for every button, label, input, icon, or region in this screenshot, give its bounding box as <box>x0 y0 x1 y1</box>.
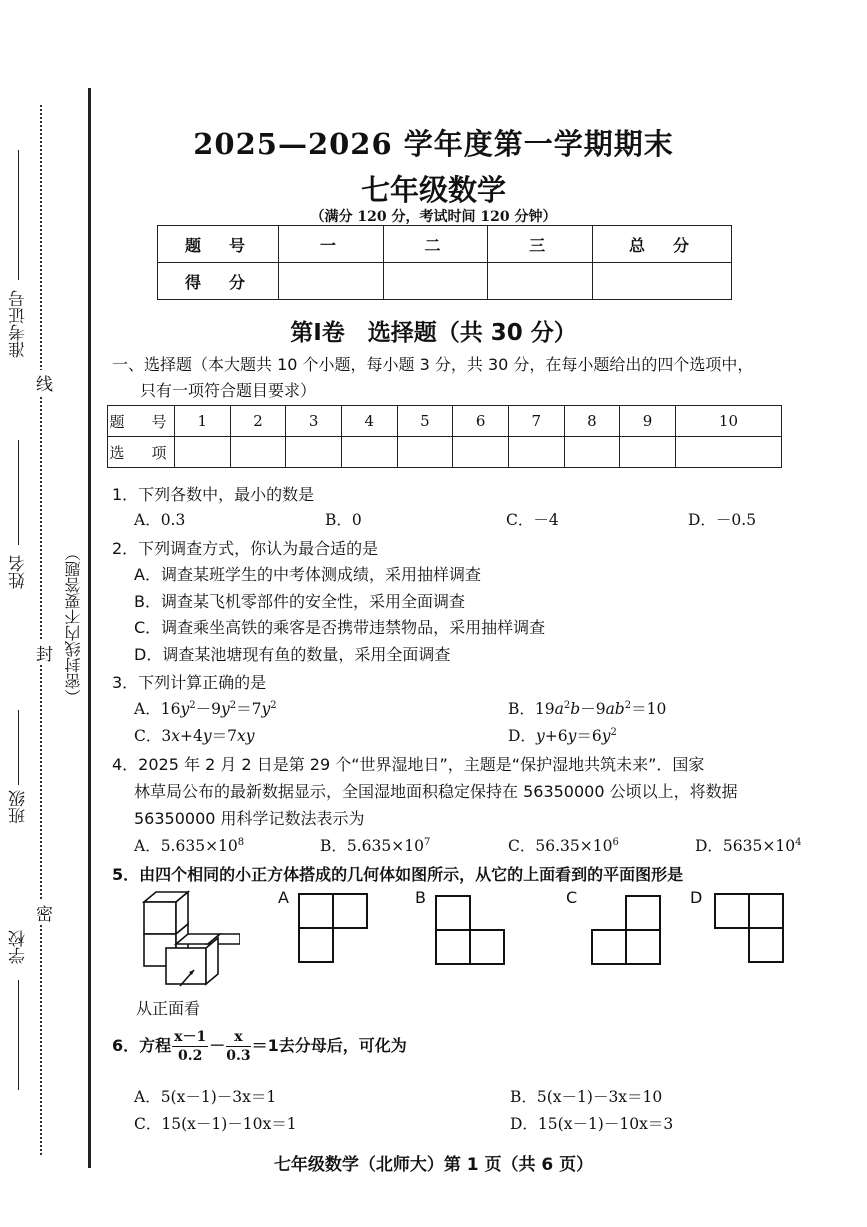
school-blank[interactable] <box>18 980 19 1090</box>
answer-number-cell: 5 <box>397 406 453 437</box>
q1-stem: 1．下列各数中，最小的数是 <box>112 485 315 504</box>
q4-line1: 4．2025 年 2 月 2 日是第 29 个“世界湿地日”，主题是“保护湿地共筑未来”．国家 <box>112 755 705 774</box>
seal-notice: （密封线内不要答题） <box>64 545 83 705</box>
answer-number-cell: 7 <box>508 406 564 437</box>
answer-number-cell: 8 <box>564 406 620 437</box>
answer-choice-cell[interactable] <box>341 437 397 468</box>
q6-option-a: A．5(x－1)－3x＝1 <box>134 1088 277 1106</box>
q4-option-a: A．$5.635\times 10^8$ <box>134 836 245 855</box>
q5-option-b-label: B <box>415 888 426 907</box>
instruction-line1: 一、选择题（本大题共 10 个小题，每小题 3 分，共 30 分，在每小题给出的四个选项中， <box>112 355 754 374</box>
score-row-label: 得 分 <box>158 263 279 300</box>
q6-option-c: C．15(x－1)－10x＝1 <box>134 1115 297 1133</box>
answer-number-cell: 9 <box>620 406 676 437</box>
q5-option-a-label: A <box>278 888 289 907</box>
q4-line3: 56350000 用科学记数法表示为 <box>134 809 365 828</box>
margin-rule <box>88 88 91 1168</box>
class-blank[interactable] <box>18 710 19 785</box>
instruction-line2: 只有一项符合题目要求） <box>140 381 317 400</box>
q3-option-a: A．$16y^2-9y^2=7y^2$ <box>134 699 277 718</box>
name-blank[interactable] <box>18 440 19 545</box>
q2-option-c: C．调查乘坐高铁的乘客是否携带违禁物品，采用抽样调查 <box>134 618 546 637</box>
school-label: 学校 <box>9 930 29 964</box>
score-header-cell: 三 <box>488 226 593 263</box>
exam-title: 2025—2026 学年度第一学期期末 <box>193 127 674 161</box>
admission-number-label: 准考证号 <box>9 290 29 358</box>
subject-title: 七年级数学 <box>360 173 506 207</box>
q6-fraction-1: $\frac{x-1}{0.2}$ <box>174 1029 207 1064</box>
answer-number-cell: 2 <box>230 406 286 437</box>
answer-choice-cell[interactable] <box>286 437 342 468</box>
q5-option-c-label: C <box>566 888 578 907</box>
answer-number-cell: 3 <box>286 406 342 437</box>
q1-option-b: B．0 <box>325 511 362 529</box>
answer-number-cell: 6 <box>453 406 509 437</box>
score-header-cell: 题 号 <box>158 226 279 263</box>
name-label: 姓名 <box>9 555 29 589</box>
q2-option-d: D．调查某池塘现有鱼的数量，采用全面调查 <box>134 645 451 664</box>
seal-line-char: 线 <box>36 370 53 395</box>
cube-solid-figure <box>130 890 240 990</box>
q4-option-b: B．$5.635\times 10^7$ <box>320 836 431 855</box>
score-header-cell: 一 <box>279 226 384 263</box>
answer-number-cell: 10 <box>675 406 781 437</box>
score-table <box>157 225 732 300</box>
seal-mi-char: 密 <box>36 900 53 925</box>
answer-choice-cell[interactable] <box>564 437 620 468</box>
answer-choice-cell[interactable] <box>397 437 453 468</box>
answer-choice-cell[interactable] <box>453 437 509 468</box>
answer-choice-cell[interactable] <box>175 437 231 468</box>
q4-option-c: C．$56.35\times 10^6$ <box>508 836 619 855</box>
seal-feng-char: 封 <box>36 640 53 665</box>
q6-stem: 6．方程 $\frac{x-1}{0.2}$ － $\frac{x}{0.3}$ ＝1去分母后，可化为 <box>112 1029 407 1064</box>
q2-option-b: B．调查某飞机零部件的安全性，采用全面调查 <box>134 592 465 611</box>
answer-row-label: 题 号 <box>108 406 175 437</box>
q6-option-d: D．15(x－1)－10x＝3 <box>510 1115 674 1133</box>
score-cell[interactable] <box>593 263 732 300</box>
answer-number-cell: 4 <box>341 406 397 437</box>
exam-info: （满分 120 分，考试时间 120 分钟） <box>310 209 557 225</box>
answer-choice-cell[interactable] <box>230 437 286 468</box>
score-cell[interactable] <box>383 263 488 300</box>
q5-stem: 5．由四个相同的小正方体搭成的几何体如图所示，从它的上面看到的平面图形是 <box>112 865 684 884</box>
score-header-cell: 二 <box>383 226 488 263</box>
q3-option-b: B．$19a^2b-9ab^2=10$ <box>508 699 667 718</box>
q4-option-d: D．$5635\times 10^4$ <box>695 836 802 855</box>
q6-fraction-2: $\frac{x}{0.3}$ <box>226 1029 251 1064</box>
q1-option-d: D．－0.5 <box>688 511 757 529</box>
q3-option-c: C．3x+4y＝7xy <box>134 727 255 745</box>
q2-option-a: A．调查某班学生的中考体测成绩，采用抽样调查 <box>134 565 481 584</box>
q1-option-c: C．－4 <box>506 511 559 529</box>
q3-option-d: D．$y+6y=6y^2$ <box>508 726 617 745</box>
answer-choice-cell[interactable] <box>675 437 781 468</box>
answer-number-cell: 1 <box>175 406 231 437</box>
score-header-cell: 总 分 <box>593 226 732 263</box>
answer-choice-cell[interactable] <box>620 437 676 468</box>
q1-option-a: A．0.3 <box>134 511 186 529</box>
answer-table <box>107 405 782 468</box>
seal-dotted-line <box>40 105 42 1155</box>
class-label: 班级 <box>9 790 29 824</box>
score-cell[interactable] <box>488 263 593 300</box>
q6-option-b: B．5(x－1)－3x＝10 <box>510 1088 663 1106</box>
q4-line2: 林草局公布的最新数据显示，全国湿地面积稳定保持在 56350000 公顷以上，将数据 <box>134 782 738 801</box>
front-view-label: 从正面看 <box>136 999 201 1018</box>
q2-stem: 2．下列调查方式，你认为最合适的是 <box>112 539 379 558</box>
score-cell[interactable] <box>279 263 384 300</box>
q3-stem: 3．下列计算正确的是 <box>112 673 267 692</box>
section-title: 第Ⅰ卷 选择题（共 30 分） <box>290 320 577 346</box>
answer-row-label: 选 项 <box>108 437 175 468</box>
answer-choice-cell[interactable] <box>508 437 564 468</box>
page-footer: 七年级数学（北师大）第 1 页（共 6 页） <box>273 1155 594 1175</box>
q5-option-d-label: D <box>690 888 703 907</box>
